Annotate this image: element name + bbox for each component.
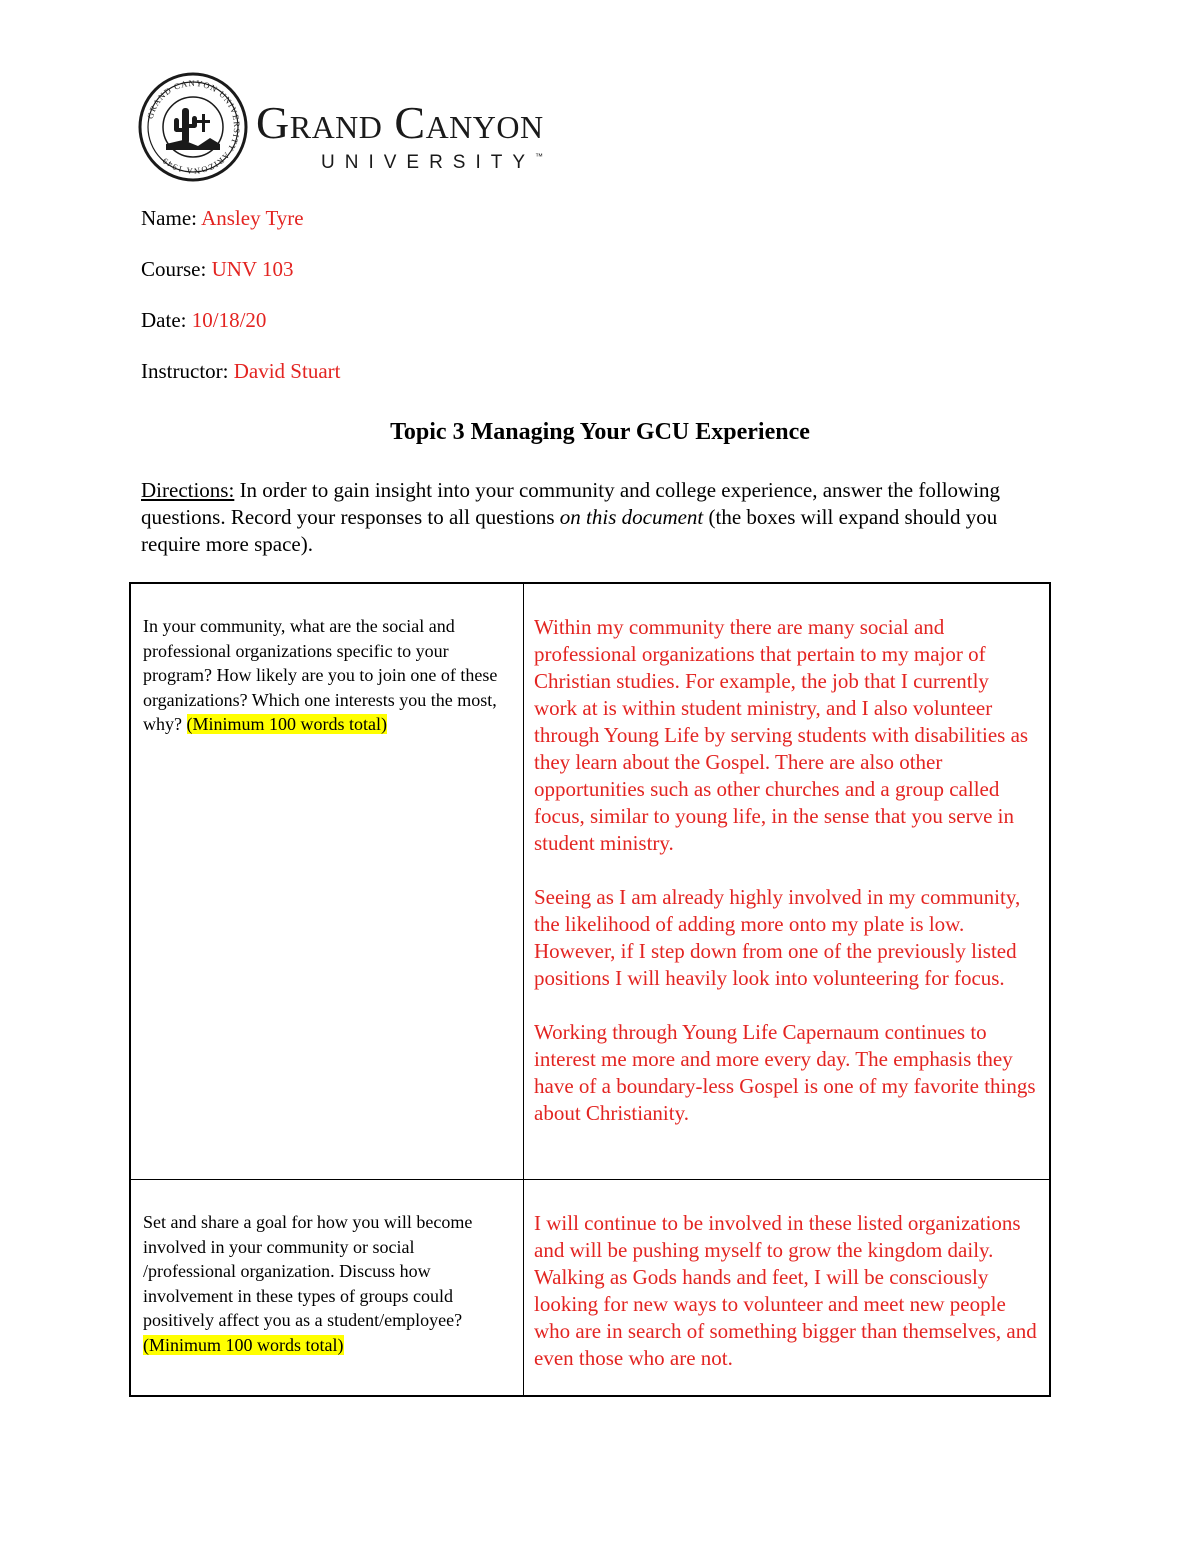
svg-text:GRAND CANYON UNIVERSITY ARIZON: GRAND CANYON UNIVERSITY ARIZONA 1949 [144, 77, 243, 177]
date-value: 10/18/20 [191, 308, 267, 332]
instructor-label: Instructor: [141, 359, 229, 383]
directions-label: Directions: [141, 478, 235, 502]
date-line [141, 308, 266, 332]
name-line [141, 206, 304, 230]
answer-cell[interactable] [524, 1180, 1051, 1397]
answer-cell[interactable] [524, 583, 1051, 1180]
answer-paragraph: Within my community there are many social and professional organizations that pertain to my major of Christian studies. For example, the job that I currently work at is within student ministry, and I also volunteer through Young Life by serving students with disabilities as they learn about the Gospel. There are also other opportunities such as other churches and a group called focus, similar to young life, in the sense that you serve in student ministry. [534, 615, 1029, 855]
name-label: Name: [141, 206, 197, 230]
directions-text-2: (the boxes will expand should you require more space). [141, 505, 998, 556]
course-line [141, 257, 293, 281]
qa-table [129, 582, 1051, 1397]
requirement-highlight: (Minimum 100 words total) [186, 714, 387, 734]
question-text [131, 1180, 523, 1367]
answer-paragraph: Seeing as I am already highly involved in my community, the likelihood of adding more onto my plate is low. However, if I step down from one of the previously listed positions I will heavily look into volunteering for focus. [534, 885, 1021, 990]
logo-wordmark-top: Grand Canyon [256, 97, 544, 148]
university-seal-icon [138, 72, 248, 182]
directions-emphasis: on this document [559, 505, 704, 529]
table-row [130, 1180, 1050, 1397]
instructor-value: David Stuart [233, 359, 341, 383]
directions-paragraph [141, 477, 1041, 558]
question-body: In your community, what are the social and professional organizations specific to your program? How likely are you to join one of these organizations? Which one interests you the most, why? [143, 616, 498, 734]
table-row [130, 583, 1050, 1180]
directions-text-1: In order to gain insight into your community and college experience, answer the following questions. Record your responses to all questions [141, 478, 1001, 529]
requirement-highlight: (Minimum 100 words total) [143, 1334, 344, 1355]
date-label: Date: [141, 308, 187, 332]
logo-wordmark-bottom: UNIVERSITY™ [321, 152, 544, 173]
name-value: Ansley Tyre [201, 206, 304, 230]
university-logo [138, 72, 618, 182]
course-label: Course: [141, 257, 207, 281]
answer-text[interactable] [524, 584, 1049, 1133]
instructor-line [141, 359, 340, 383]
course-value: UNV 103 [211, 257, 294, 281]
question-cell [130, 1180, 524, 1397]
document-title: Topic 3 Managing Your GCU Experience [390, 419, 810, 445]
question-text [131, 584, 523, 747]
question-cell [130, 583, 524, 1180]
answer-paragraph: I will continue to be involved in these listed organizations and will be pushing myself to grow the kingdom daily. Walking as Gods hands and feet, I will be consciously looking for new ways to volunteer and meet new people who are in search of something bigger than themselves, and even those who are not. [534, 1211, 1037, 1370]
answer-paragraph: Working through Young Life Capernaum continues to interest me more and more every day. The emphasis they have of a boundary-less Gospel is one of my favorite things about Christianity. [534, 1020, 1036, 1125]
answer-text[interactable] [524, 1180, 1049, 1378]
question-body: Set and share a goal for how you will become involved in your community or social /professional organization. Discuss how involvement in these types of groups could positively affect you as a student/employee? [143, 1212, 473, 1330]
